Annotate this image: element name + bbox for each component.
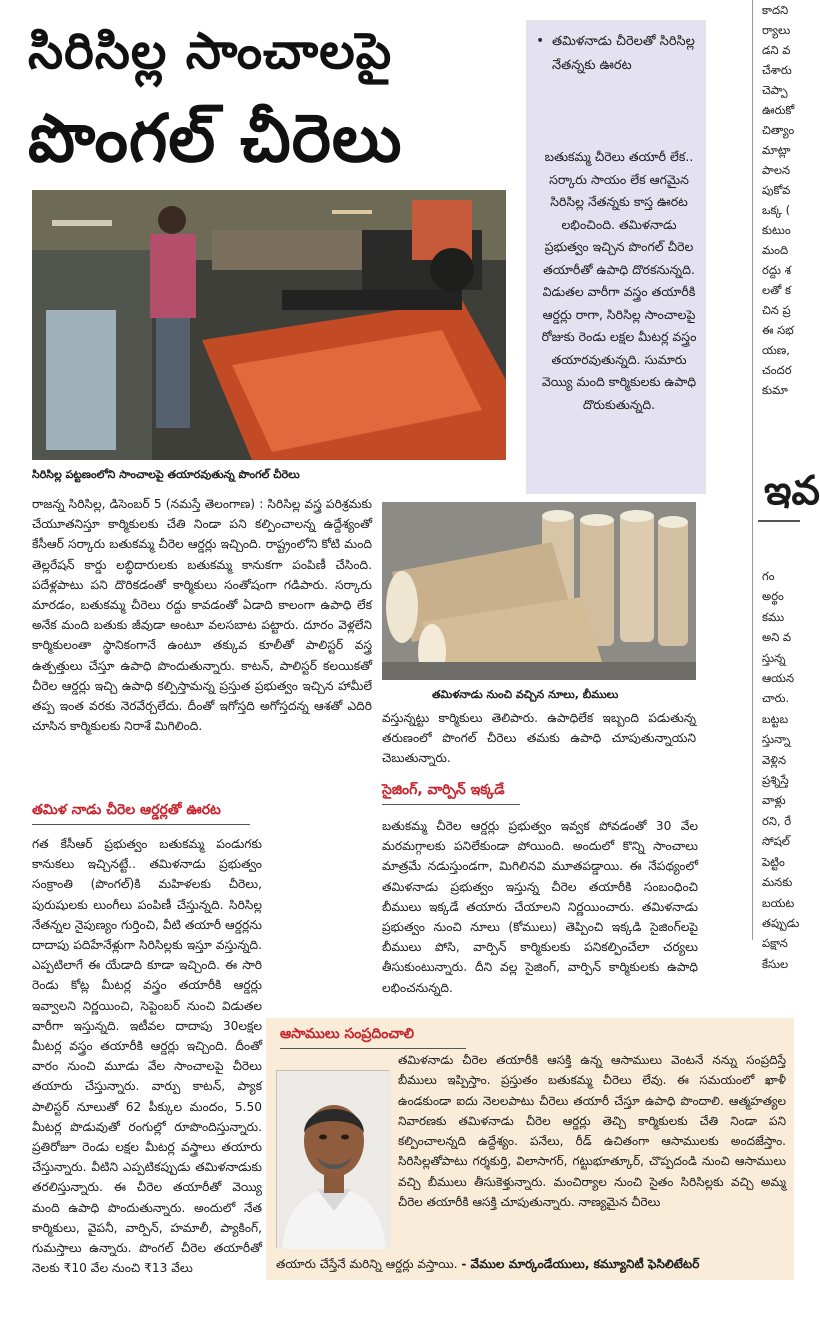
adjacent-article-line: కాదని [762, 3, 789, 17]
adjacent-article-line: స్తున్న [762, 650, 786, 665]
adjacent-article-line: మంది [762, 243, 789, 257]
quote-box-closing [276, 1254, 786, 1274]
article-paragraph-3: వస్తున్నట్టు కార్మికులు తెలిపారు. ఉపాధిలేక ఇబ్బంది పడుతున్న తరుణంలో పొంగల్ చీరెలు తమకు ఉపాధి చూపుతున్నాయని చెబుతున్నారు. [382, 711, 696, 766]
person-illustration [277, 1071, 391, 1249]
loom-photo-caption: సిరిసిల్ల పట్టణంలోని సాంచాలపై తయారవుతున్న పొంగల్ చీరెలు [32, 468, 300, 481]
article-paragraph-2: గత కేసీఆర్ ప్రభుత్వం బతుకమ్మ పండుగకు కానుకలు ఇచ్చినట్టే.. తమిళనాడు ప్రభుత్వం సంక్రాంతి (పొంగల్)కి మహిళలకు చీరెలు, పురుషులకు లుంగీలు పంపిణీ చేస్తున్నది. సిరిసిల్ల నేతన్నల నైపుణ్యం గుర్తించి, వీటి తయారీ ఆర్డర్లను దాదాపు పదిహేనేళ్లుగా సిరిసిల్లకు ఇస్తూ వస్తున్నది. ఎప్పటిలాగే ఈ యేడాది కూడా ఇచ్చింది. ఈ సారి రెండు కోట్ల మీటర్ల వస్త్రం తయారీకి ఆర్డర్లు ఇవ్వాలని నిర్ణయించి, సెప్టెంబర్ నుంచి విడుతల వారీగా ఇస్తున్నది. ఇటీవల దాదాపు 30లక్షల మీటర్ల వస్త్రం తయారీకి ఆర్డర్లు ఇచ్చింది. దీంతో వారం నుంచి మూడు వేల సాంచాలపై చీరెలు తయారు చేస్తున్నారు. వార్పు కాటన్, ప్యాక పాలిస్టర్ నూలుతో 62 పీక్కుల మందం, 5.50 మీటర్ల పొడువుతో రంగుల్లో రూపొందిస్తున్నారు. ప్రతిరోజూ రెండు లక్షల మీటర్ల వస్త్రాలు తయారు చేస్తున్నారు. వీటిని ఎప్పటికప్పుడు తమిళనాడుకు తరలిస్తున్నారు. ఈ చీరెల తయారీతో వెయ్యి మంది ఉపాధి పొందుతున్నారు. అందులో నేత కార్మికులు, వైపనీ, వార్పిన్, హమాలీ, ప్యాకింగ్, గుమస్తాలు ఉన్నారు. పొంగల్ చీరెల తయారీతో నెలకు ₹10 వేల నుంచి ₹13 వేలు [32, 837, 262, 1276]
adjacent-article-line: కము [762, 609, 785, 624]
adjacent-article-line: బట్టబ [762, 711, 789, 726]
adjacent-article-line: స్తున్నా [762, 732, 791, 747]
headline-line-1: సిరిసిల్ల సాంచాలపై [28, 22, 393, 80]
adjacent-article-line: చెప్పా [762, 83, 788, 97]
article-paragraph-1: రాజన్న సిరిసిల్ల, డిసెంబర్ 5 (నమస్తే తెలంగాణ) : సిరిసిల్ల వస్త్ర పరిశ్రమకు చేయూతనిస్తూ కార్మికులకు చేతి నిండా పని కల్పించాలన్న ఉద్దేశ్యంతో కేసీఆర్ సర్కారు బతుకమ్మ చీరెల ఆర్డర్లు ఇచ్చింది. రాష్ట్రంలోని కోటి మంది తెల్లరేషన్ కార్డు లబ్ధిదారులకు బతుకమ్మ కానుకగా పంపిణీ చేసింది. పదేళ్లపాటు పని దొరికడంతో కార్మికులు సంతోషంగా గడిపారు. సర్కారు మారడం, బతుకమ్మ చీరెలు రద్దు కావడంతో ఏడాది కాలంగా ఉపాధి లేక అనేక మంది బతుకు జీవుడా అంటూ వలసబాట పట్టారు. దూరం వెళ్లలేని కార్మికులంతా స్థానికంగానే ఉంటూ తక్కువ కూలీతో పాలిస్టర్ వస్త్ర ఉత్పత్తులు చేస్తూ ఉపాధి పొందుతున్నారు. కాటన్, పాలిస్టర్ కలయికతో చీరెల ఆర్డర్లు ఇచ్చి ఉపాధి కల్పిస్తామన్న ప్రస్తుత ప్రభుత్వం ఇచ్చిన హామీలే తప్ప ఇంత వరకు నెరవేర్చలేదు. దీంతో ఇగోస్తది అగోస్తదన్న ఆశతో ఎదిరి చూసిన కార్మికులకు నిరాశే మిగిలింది. [32, 497, 372, 734]
adjacent-article-rule [758, 520, 800, 522]
adjacent-article-line: రని, రే [762, 813, 792, 828]
yarn-beams-illustration [382, 502, 696, 680]
headline-line-2: పొంగల్ చీరెలు [28, 100, 403, 177]
adjacent-article-line: తప్పుడు [762, 915, 800, 930]
adjacent-article-line: చందర [762, 363, 792, 377]
article-paragraph-4: బతుకమ్మ చీరెల ఆర్డర్లు ప్రభుత్వం ఇవ్వక పోవడంతో 30 వేల మరమగ్గాలకు పనిలేకుండా పోయింది. అందులో కొన్ని సాంచాలు మాత్రమే నడుస్తుండగా, మిగిలినవి మూతపడ్డాయి. ఈ నేపథ్యంలో తమిళనాడు ప్రభుత్వం ఇస్తున్న చీరెల తయారీకి సంబంధించి బీములు ఇక్కడే తయారు చేయాలని నిర్ణయించారు. తమిళనాడు ప్రభుత్వం నుంచి నూలు (కోములు) తెప్పించి ఇక్కడి సైజింగ్‌లపై బీములు పోసి, వార్పిన్ కార్మికులకు పనికల్పించేలా చర్యలు తీసుకుంటున్నారు. దీని వల్ల సైజింగ్, వార్పిన్ కార్మికులకు ఉపాధి లభించనున్నది. [382, 819, 698, 995]
adjacent-article-line: చారు. [762, 691, 790, 706]
adjacent-article-line: వాళ్లు [762, 793, 786, 808]
adjacent-article-line: మనకు [762, 875, 793, 890]
adjacent-article-line: పెట్టిం [762, 854, 785, 869]
loom-illustration [32, 190, 506, 460]
adjacent-article-line: యణ, [762, 343, 790, 357]
loom-photo [32, 190, 506, 460]
subheading-rule-1 [32, 824, 250, 825]
bullet-icon: • [536, 33, 545, 49]
adjacent-article-line: కుటుం [762, 223, 791, 237]
adjacent-article-line: అర్థం [762, 589, 784, 604]
adjacent-article-line: పక్షాన [762, 936, 788, 951]
adjacent-article-line: మాట్లా [762, 143, 791, 157]
yarn-photo [382, 502, 696, 680]
adjacent-article-line: వెళ్లిన [762, 752, 787, 767]
adjacent-article-line: కుమా [762, 383, 788, 397]
adjacent-article-line: ఒక్క ( [762, 203, 791, 217]
quote-box [266, 1018, 794, 1280]
adjacent-article-line: పాలన [762, 163, 791, 177]
quote-box-closing-text: తయారు చేస్తేనే మరిన్ని ఆర్డర్లు వస్తాయి. [276, 1257, 458, 1271]
subheading-rule-2 [382, 804, 520, 805]
adjacent-article-line: కేసుల [762, 956, 789, 971]
adjacent-article-line: ఊరుకో [762, 103, 795, 117]
quote-box-text: తమిళనాడు చీరెల తయారీకి ఆసక్తి ఉన్న ఆసాములు వెంటనే నన్ను సంప్రదిస్తే బీములు ఇప్పిస్తాం. ప్రస్తుతం బతుకమ్మ చీరెలు లేవు. ఈ సమయంలో ఖాళీ ఉండకుండా ఐదు నెలలపాటు చీరెలు తయారీ చేస్తూ ఉపాధి పొందాలి. ఆత్మహత్యల నివారణకు తమిళనాడు చీరెల ఆర్డర్లు తెచ్చి కార్మికులకు చేతి నిండా పని కల్పించాలన్నది ఉద్దేశ్యం. పనేలు, రీడ్ ఉచితంగా ఆసాములకు అందజేస్తాం. సిరిసిల్లతోపాటు గర్శకుర్తి, విలాసాగర్, గట్టుభూత్కూర్, చొప్పదండి నుంచి ఆసాములు వచ్చి బీములు తీసుకెళ్తున్నారు. మంచిర్యాల నుంచి సైతం సిరిసిల్లకు వచ్చి అమ్మ చీరెల తయారీకి ఆసక్తి చూపుతున్నారు. నాణ్యమైన చీరెలు [398, 1053, 786, 1210]
adjacent-article-line: పుకోవ [762, 183, 791, 197]
adjacent-article-line: అని వ [762, 630, 792, 645]
adjacent-article-heading: ఇవ [764, 468, 820, 514]
quote-box-title-rule [280, 1048, 466, 1049]
summary-body: బతుకమ్మ చీరెలు తయారీ లేక.. సర్కారు సాయం లేక ఆగమైన సిరిసిల్ల నేతన్నకు కాస్త ఊరట లభించింది. తమిళనాడు ప్రభుత్వం ఇచ్చిన పొంగల్ చీరెల తయారీతో ఉపాధి దొరకనున్నది. విడుతల వారీగా వస్త్రం తయారీకి ఆర్డర్లు రాగా, సిరిసిల్ల సాంచాలపై రోజుకు రెండు లక్షల మీటర్ల వస్త్రం తయారవుతున్నది. సుమారు వెయ్యి మంది కార్మికులకు ఉపాధి దొరుకుతున్నది. [541, 149, 697, 412]
adjacent-article-line: బయట [762, 895, 795, 910]
adjacent-article-line: ఆయన [762, 671, 795, 686]
facilitator-portrait [276, 1070, 390, 1248]
subheading-sizing-warping: సైజింగ్, వార్పిన్ ఇక్కడే [382, 782, 505, 798]
summary-highlight: తమిళనాడు చీరెలతో సిరిసిల్ల నేతన్నకు ఊరట [552, 34, 695, 73]
adjacent-article-bottom [762, 566, 802, 971]
adjacent-article-line: సోషల్ [762, 834, 790, 849]
summary-box [526, 20, 706, 494]
adjacent-article-line: చిన ప్ర [762, 303, 791, 317]
yarn-photo-caption: తమిళనాడు నుంచి వచ్చిన నూలు, బీములు [432, 688, 619, 701]
adjacent-article-line: ప్రశ్నిస్తే [762, 773, 789, 788]
quote-box-signature: - వేముల మార్కండేయులు, కమ్యూనిటీ ఫెసిలిటేటర్ [461, 1257, 700, 1271]
adjacent-article-line: గం [762, 569, 775, 583]
adjacent-article-line: రద్దు శ [762, 263, 791, 277]
adjacent-article-line: చేశారు [762, 63, 792, 77]
adjacent-article-line: ఈ సభ [762, 323, 794, 337]
adjacent-article-line: ర్యాలు [762, 23, 791, 37]
column-divider [752, 0, 753, 940]
adjacent-article-line: డని వ [762, 43, 791, 57]
quote-box-title: ఆసాములు సంప్రదించాలి [280, 1026, 415, 1042]
subheading-tamil-orders: తమిళ నాడు చీరెల ఆర్డర్లతో ఊరట [32, 802, 221, 818]
adjacent-article-line: లతో క [762, 283, 792, 297]
adjacent-article-line: చిత్యాం [762, 123, 795, 137]
